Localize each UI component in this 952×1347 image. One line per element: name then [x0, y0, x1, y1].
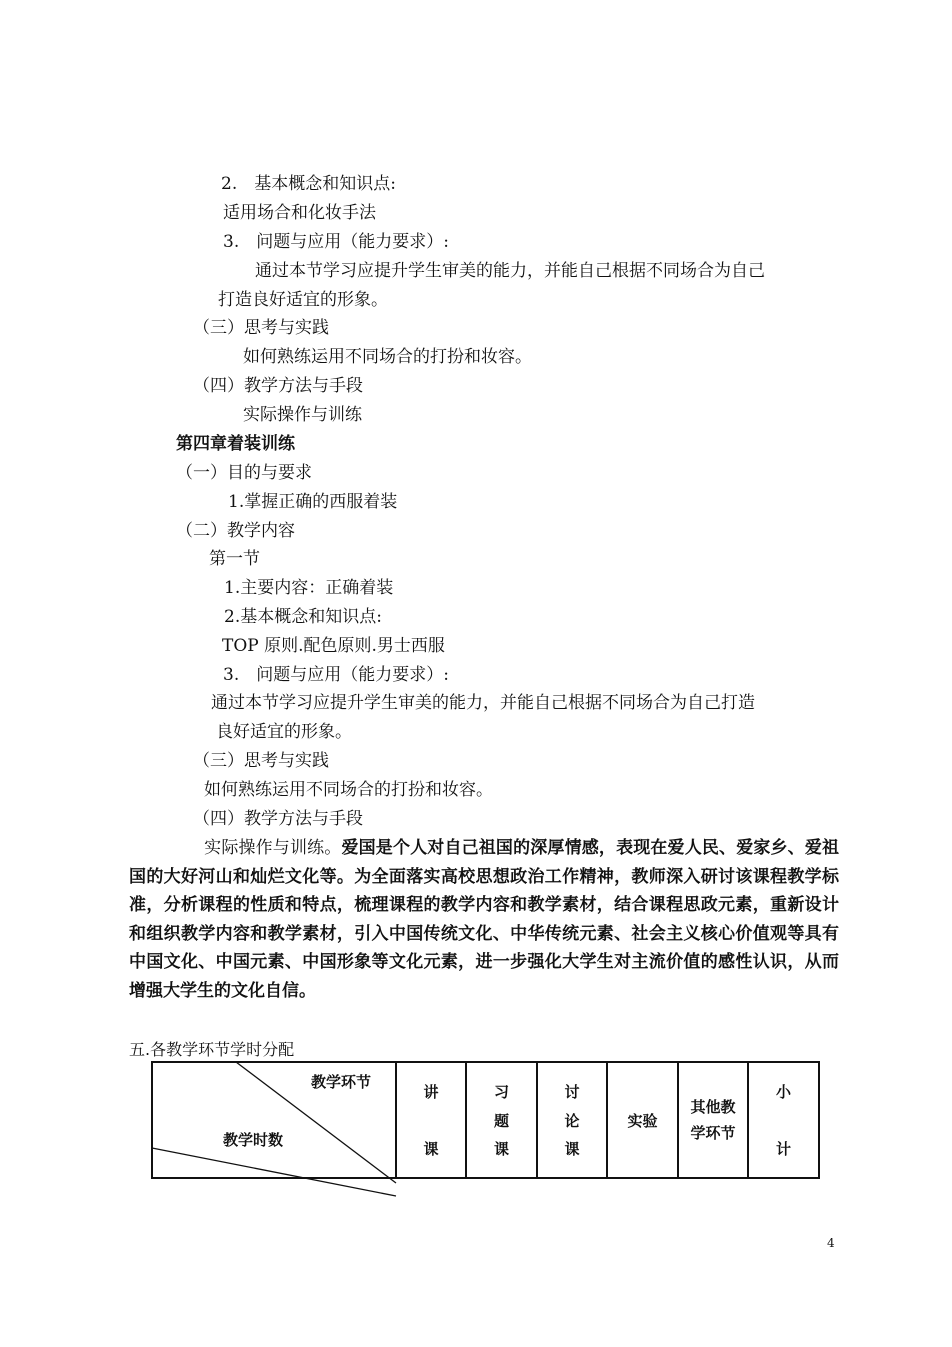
text-line: 2.基本概念和知识点:	[224, 607, 382, 627]
text-line: 3. 问题与应用（能力要求）:	[223, 665, 449, 685]
col-exercise-char: 课	[493, 1140, 509, 1158]
text-line: 良好适宜的形象。	[216, 722, 352, 742]
text-line: 1.主要内容：正确着装	[224, 578, 394, 598]
col-subtotal-char: 小	[775, 1083, 791, 1101]
paragraph-plain: 实际操作与训练。	[204, 838, 342, 858]
text-line: 实际操作与训练	[243, 405, 362, 425]
text-line: 3. 问题与应用（能力要求）:	[223, 232, 449, 252]
subsection-heading: （二）教学内容	[176, 521, 295, 541]
page-number: 4	[827, 1236, 835, 1250]
text-line: 如何熟练运用不同场合的打扮和妆容。	[204, 780, 493, 800]
text-line: 2. 基本概念和知识点:	[221, 174, 396, 194]
col-other-line: 学环节	[690, 1124, 736, 1142]
col-other-line: 其他教	[690, 1098, 736, 1116]
subsection-heading: （四）教学方法与手段	[193, 376, 363, 396]
header-top-label: 教学环节	[311, 1073, 372, 1091]
subsection-heading: （一）目的与要求	[176, 463, 312, 483]
chapter-heading: 第四章着装训练	[176, 434, 295, 454]
col-discussion-char: 讨	[564, 1083, 580, 1101]
col-exercise-char: 题	[493, 1111, 509, 1130]
col-discussion-char: 论	[564, 1111, 580, 1130]
text-line: 如何熟练运用不同场合的打扮和妆容。	[243, 347, 532, 367]
col-experiment: 实验	[607, 1062, 678, 1178]
text-line: 打造良好适宜的形象。	[218, 290, 388, 310]
paragraph-bold: 爱国是个人对自己祖国的深厚情感，表现在爱人民、爱家乡、爱祖国的大好河山和灿烂文化等。为全面落实高校思想政治工作精神，教师深入研讨该课程教学标准，分析课程的性质和特点，梳理课程的教学内容和教学素材，结合课程思政元素，重新设计和组织教学内容和教学素材，引入中国传统文化、中华传统元素、社会主义核心价值观等具有中国文化、中国元素、中国形象等文化元素，进一步强化大学生对主流价值的感性认识，从而增强大学生的文化自信。	[129, 838, 840, 1001]
text-line: 通过本节学习应提升学生审美的能力，并能自己根据不同场合为自己打造	[211, 693, 755, 713]
header-bottom-label: 教学时数	[223, 1131, 284, 1149]
col-subtotal-char: 计	[775, 1140, 791, 1158]
text-line: 适用场合和化妆手法	[223, 203, 376, 223]
col-lecture-char: 课	[423, 1140, 439, 1158]
col-discussion-char: 课	[564, 1140, 580, 1158]
text-line: TOP 原则.配色原则.男士西服	[222, 636, 445, 656]
subsection-heading: （四）教学方法与手段	[193, 809, 363, 829]
subsection-heading: （三）思考与实践	[193, 318, 329, 338]
section-title: 五.各教学环节学时分配	[129, 1040, 295, 1059]
text-line: 1.掌握正确的西服着装	[228, 492, 398, 512]
text-line: 通过本节学习应提升学生审美的能力，并能自己根据不同场合为自己	[255, 261, 765, 281]
col-exercise-char: 习	[493, 1083, 509, 1101]
text-line: 第一节	[209, 549, 260, 569]
subsection-heading: （三）思考与实践	[193, 751, 329, 771]
col-lecture-char: 讲	[423, 1083, 439, 1101]
